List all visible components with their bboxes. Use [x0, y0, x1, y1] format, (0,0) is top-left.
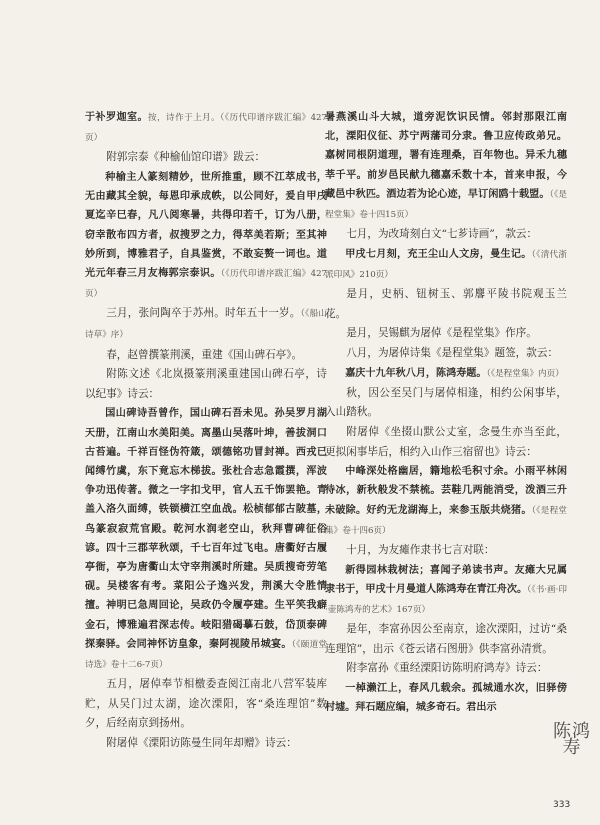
source-citation: （《是程堂集》卷十四15页）	[325, 189, 568, 221]
body-paragraph	[85, 148, 327, 168]
paragraph-text: 七月，为改琦刻白文“七芗诗画”，款云：	[346, 228, 538, 241]
body-paragraph	[325, 324, 567, 344]
paragraph-text: 八月，为屠倬诗集《是程堂集》题签，款云：	[346, 347, 559, 359]
body-paragraph	[325, 423, 567, 462]
body-paragraph	[325, 541, 567, 561]
paragraph-text: 春，赵曾撰篆荆溪，重建《国山碑石亭》。	[106, 348, 303, 361]
quote-text: 国山碑诗吾曾作，国山碑石吾未见。孙吴罗月湖天册，江南山水美阳美。离墨山吴落叶坤，善拔洞口古苔遍。千祥百怪伪符箴，颂德铭功冒封禅。西戎已闻缚竹虞，东下竟忘木梯拔。张杜合志急霞撰，浑波争功迅传著。微之一字扣戈甲，官人五千饰罢艳。青盖入洛久面缚，铁锁横江空血战。松桢郁郁古陂墓，鸟篆寂寂荒官殿。乾河水润老空山，秋拜曹碑征俗谚。四十三郡苹秋颂，千七百年过飞电。唐衢好古履亭衙，亭为唐衢山太守宰荆溪时所建。吴质搜奇劳笔砚。吴楼客有考。菜阳公子逸兴发，荆溪大令胜情擅。神明已急周回论，吴政仍令履亭建。生平笑我癖金石，博雅遍君深志传。岐阳猎碣摹石鼓，岱顶泰碑探秦驿。会同神怀访皇象，秦阿视陵吊城宴。	[85, 408, 327, 650]
quote-paragraph	[85, 168, 327, 304]
source-citation: （《是程堂集》卷十四6页）	[325, 505, 567, 536]
quote-paragraph	[85, 404, 327, 675]
source-citation: （《颐道堂诗选》卷十二6-7页）	[85, 639, 327, 671]
quote-text: 种榆主人篆刻精妙，世所推重，顾不江萃成书，无由藏其全貌，每恩印承成帙，以公同好，爰自甲戌夏迄辛巳春，凡八阅寒暑，共得印若千，订为八册，窃幸散布四方者，叔搜罗之力，得萃美若斯；至其神妙所到，博雅君子，自具鉴赏，不敢妄赘一词也。道光元年春三月友梅郭宗泰识。	[85, 172, 327, 280]
source-citation: （《清代浙派印风》210页）	[325, 249, 568, 281]
body-paragraph	[85, 675, 327, 734]
source-citation: （《书·画·印·壶陈鸿寿的艺术》167页）	[325, 584, 567, 615]
body-paragraph	[325, 384, 567, 423]
quote-text: 于补罗迦室。	[85, 112, 149, 123]
quote-text: 一棹濑江上，春风几载余。孤城通水次，旧驿傍村墟。拜石题应编，城多奇石。君出示	[325, 682, 567, 714]
body-paragraph	[85, 346, 327, 366]
source-citation: （《船山诗草》序）	[85, 309, 328, 341]
body-paragraph	[325, 285, 567, 324]
paragraph-text: 附李富孙《重经溧阳访陈明府鸿寿》诗云：	[346, 662, 548, 675]
body-paragraph	[85, 734, 327, 754]
paragraph-text: 三月，张问陶卒于苏州。时年五十一岁。	[106, 307, 301, 320]
quote-paragraph	[85, 108, 327, 148]
source-citation: （《历代印谱序跋汇编》427页）	[85, 269, 327, 300]
page-number: 333	[553, 800, 571, 810]
quote-text: 按，诗作于上月。	[148, 113, 221, 123]
paragraph-text: 是月，史柄、钮树玉、郭麐平陵书院观玉兰花。	[325, 288, 567, 320]
left-column	[85, 108, 327, 754]
quote-text: 嘉庆十九年秋八月，陈鸿寿题。	[345, 367, 487, 379]
quote-text: 暑燕溪山斗大城，道旁泥饮识民情。邻封那限江南北，溧阳仪征、苏宁两藩司分隶。鲁卫应传政弟兄。嘉树同根阴道理，署有连理桑，百年物也。异禾九穗莘千平。前岁邑民献九穗嘉禾数十本，首来申报，今藏邑中秋匹。酒边若为论心迹，早订闲鸥十载盟。	[325, 112, 567, 200]
body-paragraph	[325, 620, 567, 659]
vertical-signature: 陈鸿寿	[553, 721, 591, 758]
body-paragraph	[85, 304, 327, 345]
source-citation: （《是程堂集》内页）	[486, 368, 564, 379]
source-citation: （《历代印谱序跋汇编》427页）	[85, 113, 327, 144]
body-paragraph	[325, 659, 567, 679]
quote-paragraph	[325, 364, 567, 384]
paragraph-text: 附屠倬《溧阳访陈曼生同年却赠》诗云：	[106, 737, 297, 750]
paragraph-text: 五月，屠倬奉节相檄委查阅江南北八营军装库贮，从吴门过太湖，途次溧阳，客“桑连理馆”数夕，后经南京到扬州。	[85, 678, 327, 730]
paragraph-text: 是年，李富孙因公至南京，途次溧阳，过访“桑连理馆”，出示《苍云诸石图册》供李富孙清赏。	[325, 623, 567, 655]
quote-text: 中峰深处格幽居，籍地松毛积寸余。小雨平林闲待冰，新秋般发不禁梳。芸鞋几两能消受，泼酒三升未破除。好约无龙湖海上，来参玉版共烧猪。	[325, 466, 567, 516]
body-paragraph	[325, 344, 567, 364]
quote-paragraph	[325, 245, 567, 285]
quote-paragraph	[325, 561, 567, 621]
paragraph-text: 十月，为友瘫作隶书七言对联：	[346, 543, 495, 556]
quote-paragraph	[325, 462, 567, 541]
quote-paragraph	[325, 108, 567, 225]
body-paragraph	[85, 365, 327, 404]
quote-text: 甲戌七月刻，充王尘山人文房，曼生记。	[345, 248, 532, 260]
quote-paragraph	[325, 679, 567, 717]
paragraph-text: 是月，吴锡麒为屠倬《是程堂集》作序。	[346, 327, 537, 340]
paragraph-text: 秋，因公至吴门与屠倬相逢，相约公闲事毕，入山踏秋。	[325, 386, 567, 419]
paragraph-text: 附郭宗泰《种榆仙馆印谱》跋云：	[106, 151, 266, 164]
body-paragraph	[325, 225, 567, 245]
paragraph-text: 附屠倬《坐掇山默公丈室，念曼生亦当至此，更拟闲事毕后，相约入山作三宿留也》诗云：	[325, 425, 567, 458]
paragraph-text: 附陈文述《北岚摄篆荆溪重建国山碑石亭，诗以纪事》诗云：	[85, 368, 327, 400]
right-column	[325, 108, 567, 717]
quote-text: 新得园林栽树法；喜闻子弟读书声。友瘫大兄属隶书于，甲戌十月曼道人陈鸿寿在青江舟次。	[325, 564, 567, 595]
